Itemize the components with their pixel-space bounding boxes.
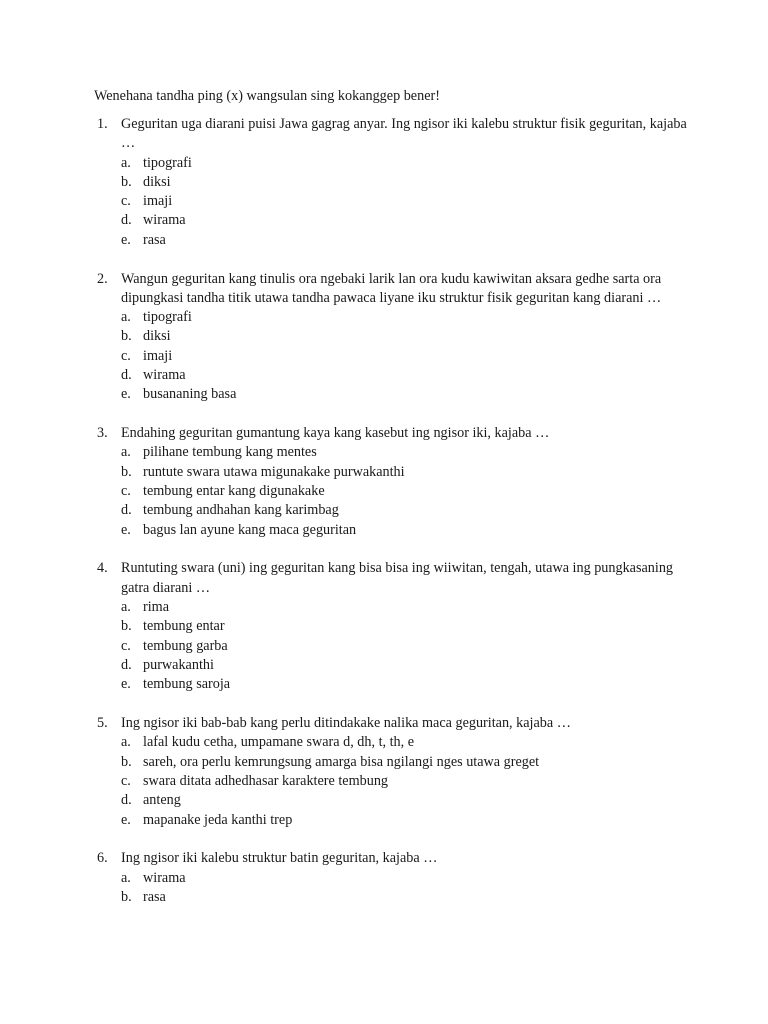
answer-option (121, 753, 694, 772)
option-text: purwakanthi (143, 656, 214, 673)
question-text: Endahing geguritan gumantung kaya kang kasebut ing ngisor iki, kajaba … (121, 425, 550, 442)
question-stem (94, 424, 694, 443)
option-letter: a. (121, 154, 131, 171)
option-text: tembung andhahan kang karimbag (143, 502, 339, 519)
option-letter: a. (121, 599, 131, 616)
option-letter: e. (121, 676, 131, 693)
answer-option (121, 675, 694, 694)
option-text: mapanake jeda kanthi trep (143, 811, 293, 828)
question-item (94, 270, 694, 405)
option-text: imaji (143, 193, 173, 210)
option-text: wirama (143, 869, 186, 886)
option-text: wirama (143, 367, 186, 384)
question-number: 2. (97, 270, 108, 287)
option-letter: b. (121, 328, 132, 345)
question-text: Geguritan uga diarani puisi Jawa gagrag anyar. Ing ngisor iki kalebu struktur fisik geguritan, kajaba … (121, 116, 687, 152)
question-stem (94, 115, 694, 154)
option-letter: a. (121, 869, 131, 886)
answer-option (121, 347, 694, 366)
option-letter: a. (121, 444, 131, 461)
answer-option (121, 772, 694, 791)
option-letter: c. (121, 193, 131, 210)
answer-option (121, 385, 694, 404)
option-letter: d. (121, 792, 132, 809)
question-item (94, 424, 694, 540)
option-text: lafal kudu cetha, umpamane swara d, dh, t, th, e (143, 734, 415, 751)
option-text: diksi (143, 328, 171, 345)
option-text: bagus lan ayune kang maca geguritan (143, 521, 357, 538)
answer-option (121, 366, 694, 385)
question-list (94, 115, 694, 927)
option-letter: c. (121, 772, 131, 789)
option-text: tembung garba (143, 637, 228, 654)
answer-option (121, 327, 694, 346)
question-stem (94, 849, 694, 868)
option-text: sareh, ora perlu kemrungsung amarga bisa ngilangi nges utawa greget (143, 753, 540, 770)
answer-option (121, 637, 694, 656)
answer-option (121, 869, 694, 888)
answer-option (121, 154, 694, 173)
answer-option (121, 463, 694, 482)
option-letter: a. (121, 309, 131, 326)
question-number: 4. (97, 560, 108, 577)
answer-option (121, 501, 694, 520)
question-number: 1. (97, 116, 108, 132)
question-number: 5. (97, 715, 108, 732)
answer-option (121, 733, 694, 752)
option-text: tembung entar (143, 618, 225, 635)
option-text: tembung entar kang digunakake (143, 483, 325, 500)
instruction-text: Wenehana tandha ping (x) wangsulan sing kokanggep bener! (94, 88, 440, 104)
answer-option (121, 308, 694, 327)
answer-option (121, 192, 694, 211)
question-number: 3. (97, 425, 108, 442)
answer-option (121, 888, 694, 907)
option-letter: c. (121, 483, 131, 500)
option-text: tipografi (143, 154, 192, 171)
option-letter: d. (121, 367, 132, 384)
question-item (94, 849, 694, 907)
answer-option (121, 791, 694, 810)
option-letter: e. (121, 811, 131, 828)
option-text: diksi (143, 173, 171, 190)
answer-option (121, 211, 694, 230)
question-item (94, 714, 694, 830)
option-text: rima (143, 599, 169, 616)
option-letter: c. (121, 347, 131, 364)
option-letter: a. (121, 734, 131, 751)
answer-option (121, 231, 694, 250)
answer-option (121, 598, 694, 617)
option-letter: e. (121, 386, 131, 403)
question-text: Ing ngisor iki kalebu struktur batin geguritan, kajaba … (121, 850, 438, 867)
option-list (94, 733, 694, 829)
option-text: imaji (143, 347, 173, 364)
question-number: 6. (97, 850, 108, 867)
option-list (94, 869, 694, 908)
option-letter: b. (121, 463, 132, 480)
option-letter: b. (121, 753, 132, 770)
option-list (94, 598, 694, 694)
option-text: pilihane tembung kang mentes (143, 444, 317, 461)
question-item (94, 559, 694, 694)
option-text: rasa (143, 231, 166, 248)
option-text: busananing basa (143, 386, 237, 403)
option-letter: b. (121, 888, 132, 905)
option-text: rasa (143, 888, 166, 905)
answer-option (121, 656, 694, 675)
option-letter: b. (121, 618, 132, 635)
answer-option (121, 173, 694, 192)
option-letter: b. (121, 173, 132, 190)
question-item (94, 115, 694, 250)
answer-option (121, 617, 694, 636)
option-text: tipografi (143, 309, 192, 326)
option-text: anteng (143, 792, 181, 809)
option-text: runtute swara utawa migunakake purwakanthi (143, 463, 405, 480)
question-text: Wangun geguritan kang tinulis ora ngebaki larik lan ora kudu kawiwitan aksara gedhe sarta ora dipungkasi tandha titik utawa tandha pawaca liyane iku struktur fisik geguritan kang diarani … (121, 270, 662, 306)
option-list (94, 443, 694, 539)
option-letter: d. (121, 656, 132, 673)
option-letter: e. (121, 521, 131, 538)
question-stem (94, 270, 694, 309)
option-letter: c. (121, 637, 131, 654)
answer-option (121, 811, 694, 830)
option-text: wirama (143, 212, 186, 229)
option-letter: d. (121, 502, 132, 519)
option-letter: d. (121, 212, 132, 229)
question-text: Runtuting swara (uni) ing geguritan kang bisa bisa ing wiiwitan, tengah, utawa ing pungkasaning gatra diarani … (121, 560, 674, 596)
question-stem (94, 559, 694, 598)
option-text: tembung saroja (143, 676, 231, 693)
question-stem (94, 714, 694, 733)
option-text: swara ditata adhedhasar karaktere tembung (143, 772, 389, 789)
answer-option (121, 521, 694, 540)
answer-option (121, 443, 694, 462)
answer-option (121, 482, 694, 501)
option-list (94, 308, 694, 404)
question-text: Ing ngisor iki bab-bab kang perlu ditindakake nalika maca geguritan, kajaba … (121, 715, 571, 732)
option-list (94, 154, 694, 250)
option-letter: e. (121, 231, 131, 248)
